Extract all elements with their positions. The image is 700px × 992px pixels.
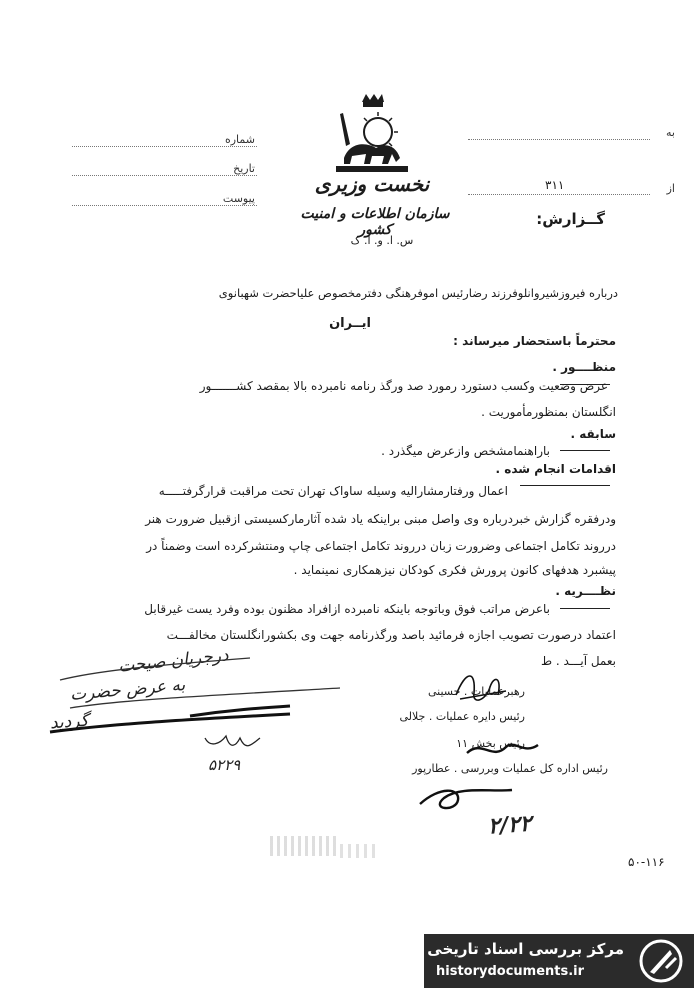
to-field-line (468, 139, 650, 140)
attachment-field-label: پیوست (222, 192, 255, 205)
report-label: گــزارش: (536, 210, 605, 228)
background-heading: سابقه . (570, 427, 616, 441)
actions-heading: اقدامات انجام شده . (495, 462, 616, 476)
from-field-value: ۳۱۱ (545, 178, 565, 192)
signature-general-director: رئیس اداره کل عملیات وبررسی . عطارپور (412, 762, 608, 775)
organization-title: سازمان اطلاعات و امنیت کشور (300, 206, 450, 238)
watermark-org-name: مرکز بررسی اسناد تاریخی (427, 940, 624, 958)
opinion-line-1: باعرض مراتب فوق وباتوجه باینکه نامبرده ازافراد مظنون بوده وفرد یست غیرقابل (144, 602, 550, 616)
faint-stamp-mark (270, 836, 340, 856)
background-heading-dash (560, 450, 610, 451)
signature-operations-department-head: رئیس دایره عملیات . جلالی (399, 710, 525, 723)
handwritten-number: ۵۲۲۹ (208, 756, 241, 774)
date-field-label: تاریخ (233, 162, 255, 175)
actions-line-4: پیشبرد هدفهای کانون پرورش فکری کودکان نیزهمکاری نمینماید . (293, 563, 616, 577)
greeting: محترماً باستحضار میرساند : (453, 334, 616, 348)
to-field-label: به (666, 126, 675, 139)
number-field-label: شماره (224, 133, 255, 146)
number-field-line (72, 146, 257, 147)
date-field-line (72, 175, 257, 176)
watermark-url: historydocuments.ir (436, 964, 585, 979)
handwritten-note-3: گردید (49, 710, 90, 734)
signature-scribble-2 (462, 735, 542, 765)
attachment-field-line (72, 205, 257, 206)
opinion-heading-dash (560, 608, 610, 609)
actions-heading-dash (520, 485, 610, 486)
opinion-heading: نظــــریه . (555, 584, 616, 598)
from-field-label: از (666, 182, 675, 195)
actions-line-2: ودرفقره گزارش خبردرباره وی واصل مبنی براینکه یاد شده آثارمارکسیستی ازقبیل ضرورت هنر (145, 512, 616, 526)
signature-operations-leader: رهبرعملیات . حسینی (427, 685, 525, 698)
watermark-banner (424, 934, 694, 988)
actions-line-3: درروند تکامل اجتماعی وضرورت زبان درروند تکامل اجتماعی چاپ ومنتشرکرده است وضمناً در (146, 539, 616, 553)
faint-stamp-mark-2 (340, 844, 380, 858)
signature-section-head: رئیس بخش ۱۱ (456, 737, 525, 750)
opinion-line-2: اعتماد درصورت تصویب اجازه فرمائید باصد ورگذرنامه جهت وی بکشورانگلستان مخالفـــت (166, 628, 616, 642)
purpose-heading: منظــــور . (552, 360, 616, 374)
lion-and-sun-emblem-icon (332, 92, 412, 174)
handwritten-strike-scribble (40, 640, 360, 780)
page-code: ۵۰-۱۱۶ (628, 855, 665, 869)
from-field-line (468, 194, 650, 195)
handwritten-note-1: درجریان صیحت (117, 645, 230, 677)
handwritten-note-2: به عرض حضرت (69, 675, 187, 705)
purpose-line-1: عرض وضعیت وکسب دستورد رمورد صد ورگذ رنامه نامبرده بالا بمقصد کشـــــــور (199, 379, 608, 393)
background-line-1: باراهنمامشخص وازعرض میگذرد . (381, 444, 550, 458)
opinion-line-3: بعمل آیـــد . ط (540, 654, 616, 668)
organization-code: س. ا. و. ا. ک (350, 234, 414, 247)
purpose-line-2: انگلستان بمنظورمأموریت . (481, 405, 616, 419)
handwritten-reference-number: ۲/۲۲ (487, 810, 533, 840)
subject-line: درباره فیروزشیروانلوفرزند رضارئیس اموفرهنگی دفترمخصوص علیاحضرت شهبانوی (218, 286, 618, 300)
actions-line-1: اعمال ورفتارمشارالیه وسیله ساواک تهران تحت مراقبت قرارگرفتـــــه (158, 484, 508, 498)
ministry-title: نخست وزیری (314, 172, 430, 196)
subject-line-country: ایــران (329, 316, 371, 331)
document-header (0, 0, 700, 260)
watermark-logo-icon (636, 938, 686, 984)
